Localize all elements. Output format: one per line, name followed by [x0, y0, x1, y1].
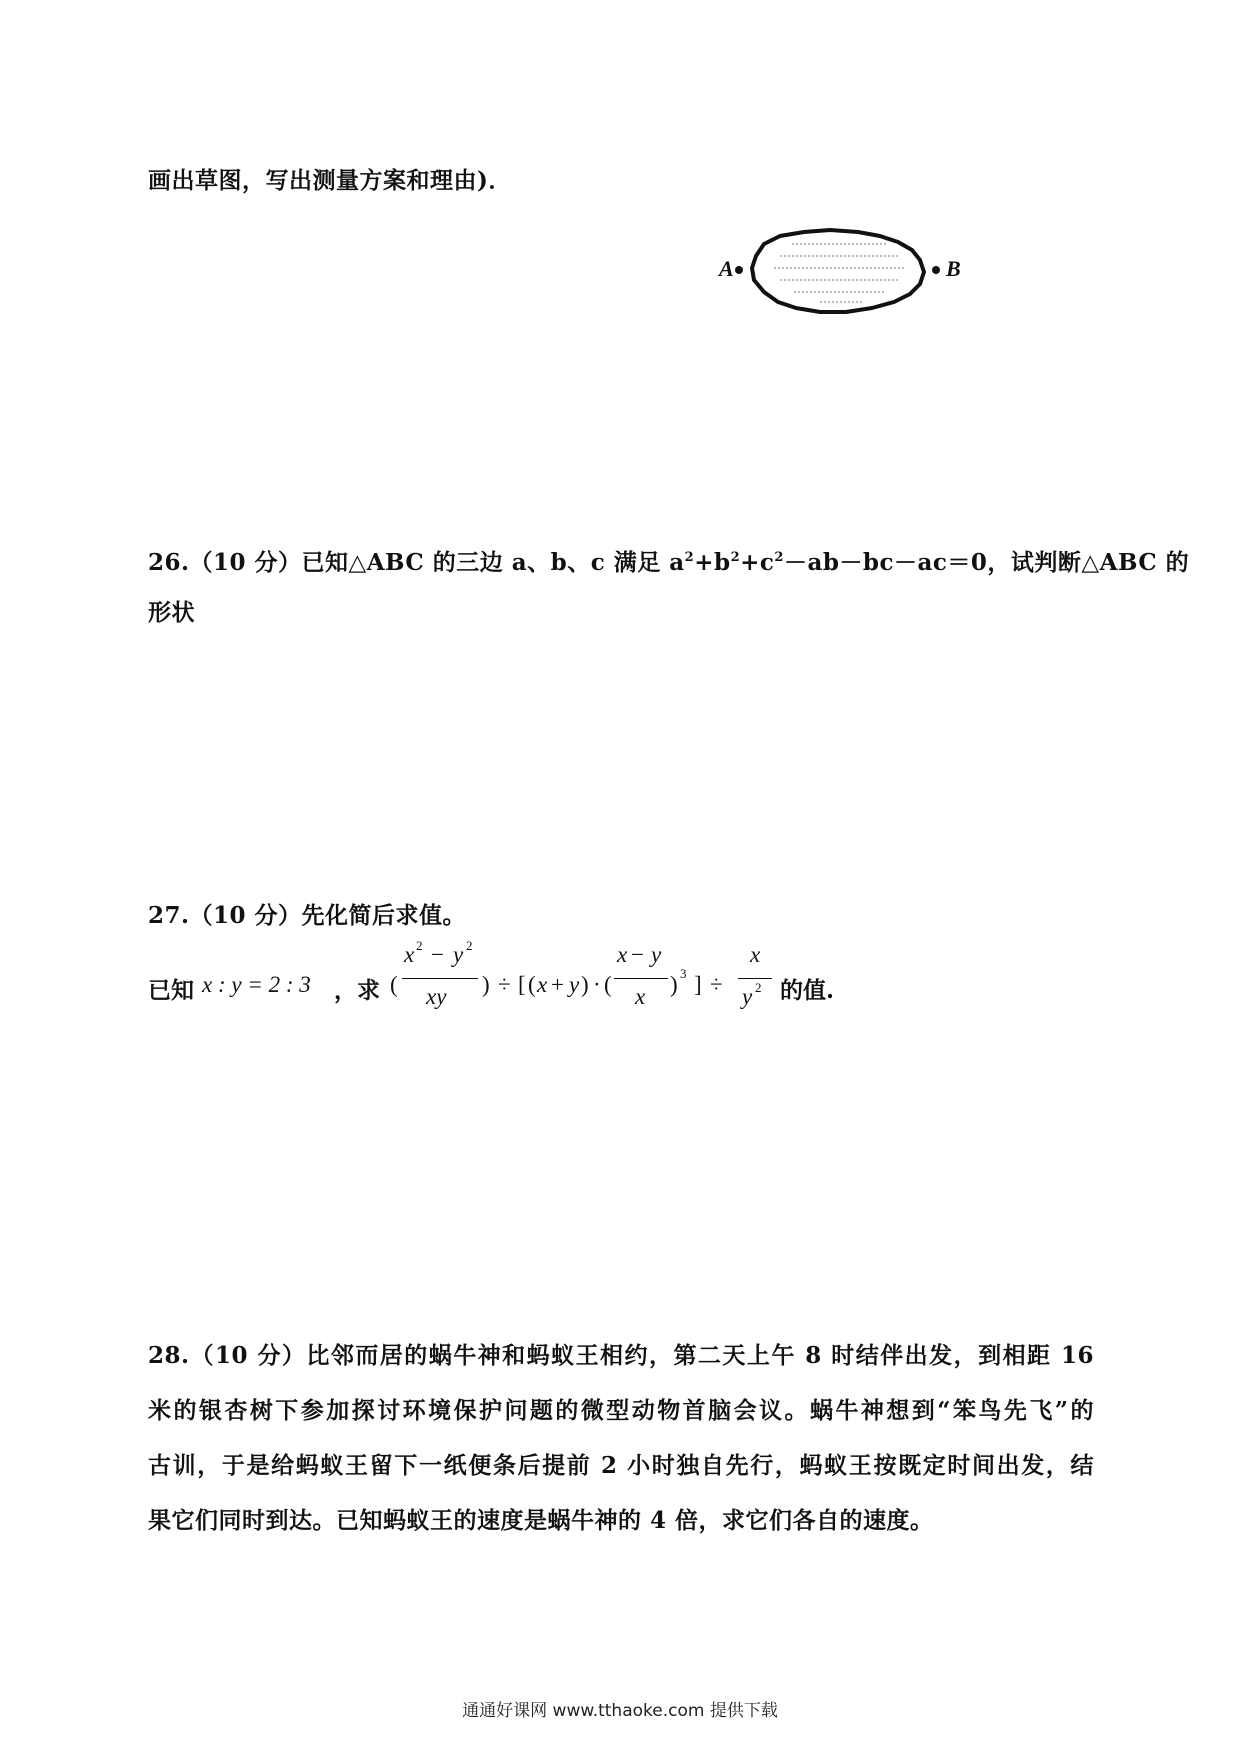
q26-sup-1: 2: [684, 550, 695, 565]
frac1-num-y: y: [453, 942, 464, 967]
q27-suffix: 的值.: [780, 977, 835, 1004]
frac3-den-exp: 2: [755, 980, 762, 995]
frac2-num-y: y: [651, 942, 662, 967]
sum-plus: +: [551, 972, 564, 997]
div-sign-2: ÷: [710, 972, 723, 997]
frac2-den: x: [635, 984, 646, 1009]
q28-line4: 果它们同时到达。已知蚂蚁王的速度是蜗牛神的 4 倍，求它们各自的速度。: [148, 1507, 934, 1534]
frac3-bar: [738, 978, 772, 979]
q27-ratio: x : y = 2 : 3: [202, 972, 311, 997]
q26-text-4: －ab－bc－ac＝0，试判断△ABC 的: [783, 549, 1190, 576]
q26-line1: [148, 544, 1189, 577]
dot-sign: ·: [593, 972, 601, 997]
paren-close-3: ): [670, 972, 678, 997]
pond-outline: [752, 230, 924, 312]
footer-text: 通通好课网 www.tthaoke.com 提供下载: [462, 1701, 778, 1721]
paren-close-1: ): [482, 972, 490, 997]
div-sign-1: ÷: [498, 972, 511, 997]
frac1-bar: [402, 978, 478, 979]
bracket-close: ]: [694, 972, 702, 997]
q27-ask: ，求: [334, 977, 380, 1004]
pond-diagram: [700, 222, 960, 322]
paren-close-2: ): [581, 972, 589, 997]
q27-prefix: 已知: [148, 977, 194, 1004]
bracket-open: [: [518, 972, 526, 997]
frac3-den-y: y: [742, 984, 753, 1009]
q26-text-3: +c: [740, 549, 775, 576]
cube-exp: 3: [680, 966, 687, 981]
point-b-label: B: [946, 256, 961, 281]
frac2-num-x: x: [617, 942, 628, 967]
frac1-den: xy: [426, 984, 447, 1009]
point-a-dot: [735, 266, 743, 274]
q26-text-1: 26.（10 分）已知△ABC 的三边 a、b、c 满足 a: [148, 549, 685, 576]
q27-heading: 27.（10 分）先化简后求值。: [148, 902, 467, 929]
q25-instruction: 画出草图，写出测量方案和理由)．: [148, 167, 512, 194]
frac3-num: x: [750, 942, 761, 967]
q26-sup-2: 2: [730, 550, 741, 565]
q26-text-2: +b: [694, 549, 731, 576]
frac1-num-y-exp: 2: [466, 938, 473, 953]
point-a-label: A: [719, 256, 734, 281]
q28-line3: 古训，于是给蚂蚁王留下一纸便条后提前 2 小时独自先行，蚂蚁王按既定时间出发，结: [148, 1452, 1094, 1479]
point-b-dot: [932, 266, 940, 274]
frac2-bar: [614, 978, 668, 979]
q27-expression: [148, 940, 868, 1030]
q28-line1: 28.（10 分）比邻而居的蜗牛神和蚂蚁王相约，第二天上午 8 时结伴出发，到相距 16: [148, 1342, 1094, 1369]
q28-line2: 米的银杏树下参加探讨环境保护问题的微型动物首脑会议。蜗牛神想到“笨鸟先飞”的: [148, 1397, 1094, 1424]
frac1-num-minus: −: [431, 942, 444, 967]
sum-y: y: [569, 972, 580, 997]
paren-open-1: (: [390, 972, 398, 997]
sum-x: x: [537, 972, 548, 997]
paren-open-3: (: [604, 972, 612, 997]
paren-open-2: (: [528, 972, 536, 997]
frac1-num-x-exp: 2: [416, 938, 423, 953]
q26-line2: 形状: [148, 599, 195, 626]
frac2-num-minus: −: [631, 942, 644, 967]
q26-sup-3: 2: [774, 550, 784, 565]
frac1-num-x: x: [404, 942, 415, 967]
